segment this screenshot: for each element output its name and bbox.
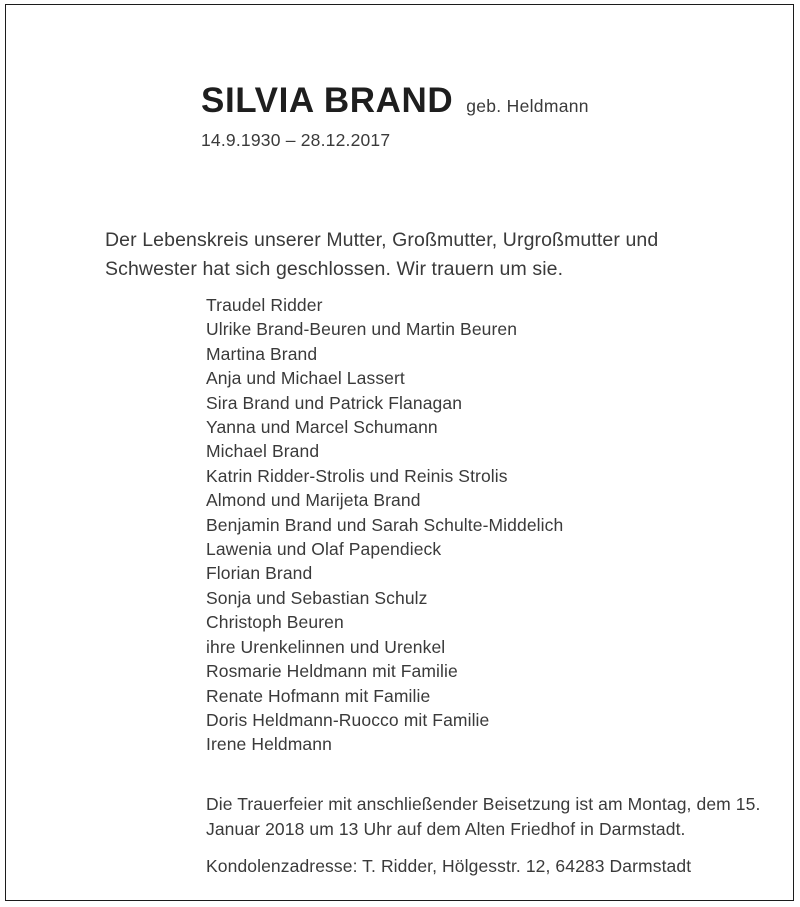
obituary-notice-frame xyxy=(5,4,794,901)
list-item: Traudel Ridder xyxy=(206,295,323,315)
list-item: Yanna und Marcel Schumann xyxy=(206,417,438,438)
mourners-list xyxy=(206,293,766,757)
list-item: Sonja und Sebastian Schulz xyxy=(206,587,428,608)
list-item: Irene Heldmann xyxy=(206,734,332,755)
list-item: Sira Brand und Patrick Flanagan xyxy=(206,392,463,413)
list-item: Martina Brand xyxy=(206,343,318,364)
list-item: Lawenia und Olaf Papendieck xyxy=(206,539,442,560)
list-item: Michael Brand xyxy=(206,441,320,462)
list-item: Benjamin Brand und Sarah Schulte-Middelich xyxy=(206,514,564,535)
life-dates: 14.9.1930 – 28.12.2017 xyxy=(201,129,391,150)
condolence-address: Kondolenzadresse: T. Ridder, Hölgesstr. 12, 64283 Darmstadt xyxy=(206,855,692,876)
intro-paragraph: Der Lebenskreis unserer Mutter, Großmutter, Urgroßmutter und Schwester hat sich geschlossen. Wir trauern um sie. xyxy=(105,228,659,280)
obituary-notice-body xyxy=(6,5,793,900)
list-item: Ulrike Brand-Beuren und Martin Beuren xyxy=(206,319,518,340)
list-item: Katrin Ridder-Strolis und Reinis Strolis xyxy=(206,465,508,486)
list-item: Renate Hofmann mit Familie xyxy=(206,685,431,706)
obituary-header xyxy=(201,83,761,151)
list-item: Almond und Marijeta Brand xyxy=(206,490,421,511)
maiden-name: geb. Heldmann xyxy=(466,96,589,116)
list-item: ihre Urenkelinnen und Urenkel xyxy=(206,636,446,657)
list-item: Florian Brand xyxy=(206,563,313,584)
deceased-name: SILVIA BRAND xyxy=(201,81,454,120)
list-item: Christoph Beuren xyxy=(206,612,344,633)
list-item: Anja und Michael Lassert xyxy=(206,368,405,389)
funeral-service-info: Die Trauerfeier mit anschließender Beisetzung ist am Montag, dem 15. Januar 2018 um 13 Uhr auf dem Alten Friedhof in Darmstadt. xyxy=(206,793,761,839)
deceased-name-line xyxy=(201,83,761,120)
list-item: Rosmarie Heldmann mit Familie xyxy=(206,661,458,682)
list-item: Doris Heldmann-Ruocco mit Familie xyxy=(206,709,490,730)
